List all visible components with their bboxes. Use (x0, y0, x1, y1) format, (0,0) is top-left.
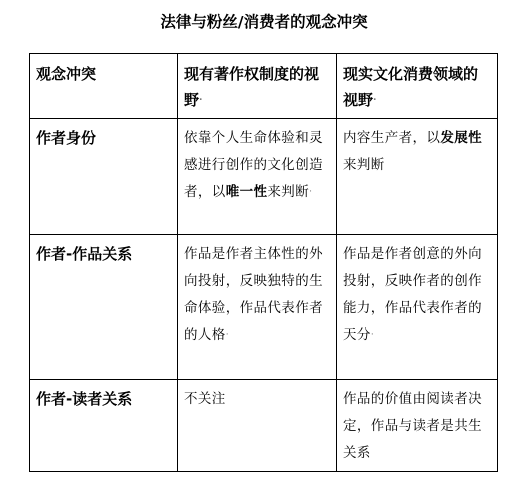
culture-view-text-end: 来判断 (343, 156, 385, 173)
row-aspect: 作者-读者关系 (30, 379, 178, 471)
header-conflict-text: 观念冲突 (36, 65, 97, 83)
table-header-row (30, 54, 498, 119)
table-row (30, 234, 498, 379)
row-aspect: 作者身份 (30, 118, 178, 234)
header-copyright-view-text: 现有著作权制度的视野 (184, 65, 320, 109)
paragraph-mark: · (199, 95, 203, 106)
paragraph-mark: · (373, 95, 377, 106)
paragraph-mark: · (370, 329, 375, 340)
law-view-cell (178, 234, 337, 379)
paragraph-mark: · (225, 329, 229, 340)
header-conflict (30, 54, 178, 119)
table-row (30, 118, 498, 234)
culture-view-text: 作品的价值由阅读者决定，作品与读者是共生关系 (343, 390, 482, 461)
culture-view-cell (337, 118, 498, 234)
comparison-table (29, 53, 498, 472)
law-view-text: 作品是作者主体性的外向投射，反映独特的生命体验，作品代表作者的人格 (184, 245, 323, 343)
header-culture-view-text: 现实文化消费领域的视野 (343, 65, 479, 109)
culture-view-cell (337, 379, 498, 471)
culture-view-cell (337, 234, 498, 379)
row-aspect: 作者-作品关系 (30, 234, 178, 379)
header-culture-view (337, 54, 498, 119)
law-view-text: 不关注 (184, 390, 226, 407)
law-view-text-end: 来判断 (267, 183, 310, 200)
culture-view-emphasis: 发展性 (440, 129, 483, 146)
law-view-emphasis: 唯一性 (225, 183, 268, 200)
culture-view-text: 内容生产者，以 (343, 129, 441, 146)
law-view-cell (178, 379, 337, 471)
header-copyright-view (178, 54, 337, 119)
paragraph-mark: · (309, 186, 313, 197)
law-view-text: 依靠个人生命体验和灵感进行创作的文化创造者，以 (184, 129, 323, 200)
table-row (30, 379, 498, 471)
culture-view-text: 作品是作者创意的外向投射，反映作者的创作能力，作品代表作者的天分 (343, 245, 482, 343)
law-view-cell (178, 118, 337, 234)
table-title: 法律与粉丝/消费者的观念冲突 (160, 13, 368, 31)
